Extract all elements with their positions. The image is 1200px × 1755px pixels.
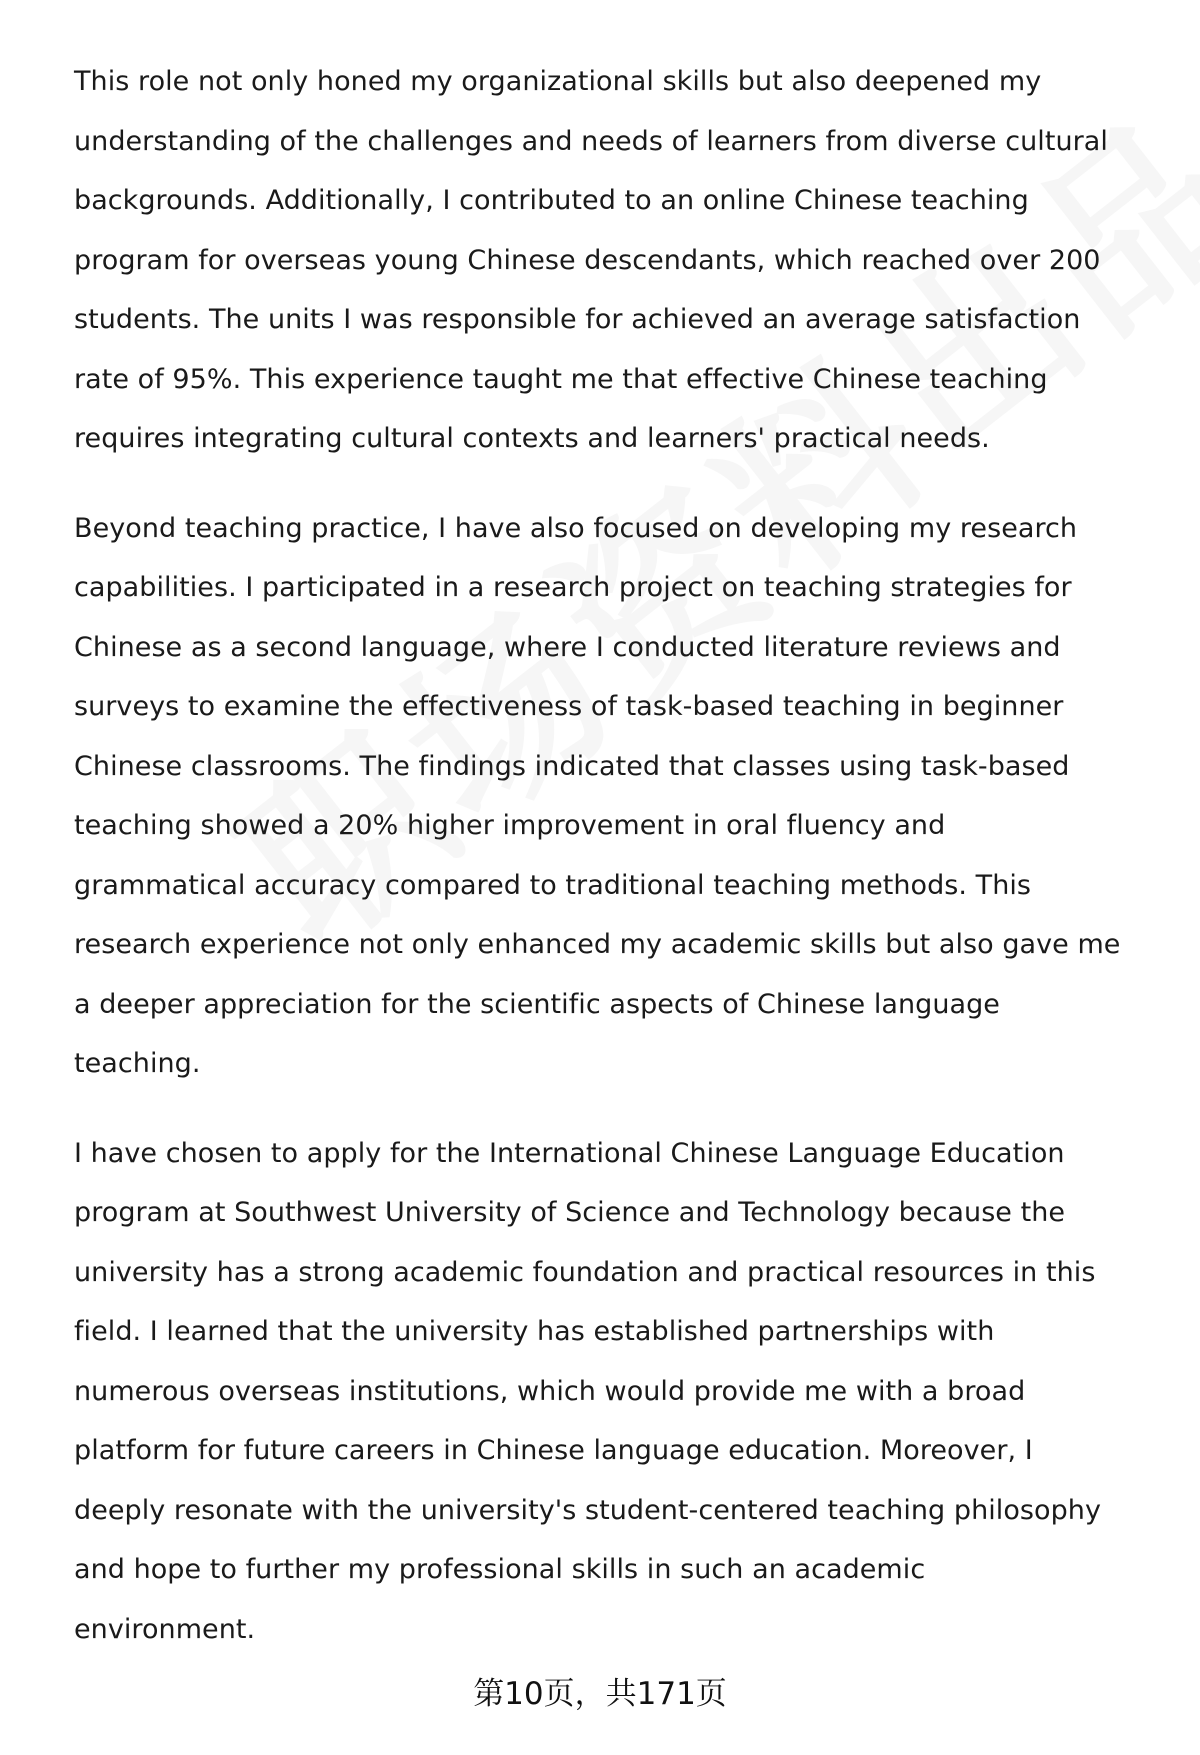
- text-line: rate of 95%. This experience taught me that effective Chinese teaching: [74, 363, 1048, 395]
- text-line: Chinese classrooms. The findings indicated that classes using task-based: [74, 750, 1070, 782]
- text-line: students. The units I was responsible for achieved an average satisfaction: [74, 304, 1081, 335]
- text-line: environment.: [74, 1613, 256, 1645]
- text-line: capabilities. I participated in a research project on teaching strategies for: [74, 572, 1072, 603]
- text-line: surveys to examine the effectiveness of task-based teaching in beginner: [74, 691, 1064, 722]
- text-line: teaching showed a 20% higher improvement in oral fluency and: [74, 810, 946, 841]
- text-line: requires integrating cultural contexts and learners' practical needs.: [74, 423, 990, 454]
- text-line: program at Southwest University of Science and Technology because the: [74, 1197, 1066, 1228]
- text-line: numerous overseas institutions, which would provide me with a broad: [74, 1375, 1026, 1407]
- text-line: teaching.: [74, 1048, 201, 1079]
- text-line: deeply resonate with the university's student-centered teaching philosophy: [74, 1494, 1101, 1526]
- text-line: Beyond teaching practice, I have also focused on developing my research: [74, 512, 1078, 544]
- text-line: program for overseas young Chinese descendants, which reached over 200: [74, 244, 1101, 276]
- page-number-footer: 第10页，共171页: [473, 1676, 727, 1712]
- text-line: a deeper appreciation for the scientific aspects of Chinese language: [74, 988, 1000, 1020]
- text-line: university has a strong academic foundation and practical resources in this: [74, 1256, 1096, 1288]
- text-line: backgrounds. Additionally, I contributed to an online Chinese teaching: [74, 185, 1029, 216]
- text-line: Chinese as a second language, where I conducted literature reviews and: [74, 631, 1061, 663]
- text-line: understanding of the challenges and needs of learners from diverse cultural: [74, 125, 1108, 157]
- text-line: I have chosen to apply for the International Chinese Language Education: [74, 1137, 1065, 1169]
- text-line: platform for future careers in Chinese language education. Moreover, I: [74, 1435, 1033, 1466]
- paragraph-program-choice: [74, 1124, 1164, 1660]
- text-line: and hope to further my professional skills in such an academic: [74, 1554, 926, 1585]
- text-line: This role not only honed my organizational skills but also deepened my: [74, 66, 1042, 97]
- text-line: grammatical accuracy compared to traditional teaching methods. This: [74, 869, 1032, 901]
- document-body: [74, 52, 1164, 1689]
- paragraph-research-experience: [74, 499, 1164, 1094]
- paragraph-teaching-experience: [74, 52, 1164, 469]
- text-line: field. I learned that the university has established partnerships with: [74, 1316, 995, 1347]
- text-line: research experience not only enhanced my academic skills but also gave me: [74, 929, 1121, 960]
